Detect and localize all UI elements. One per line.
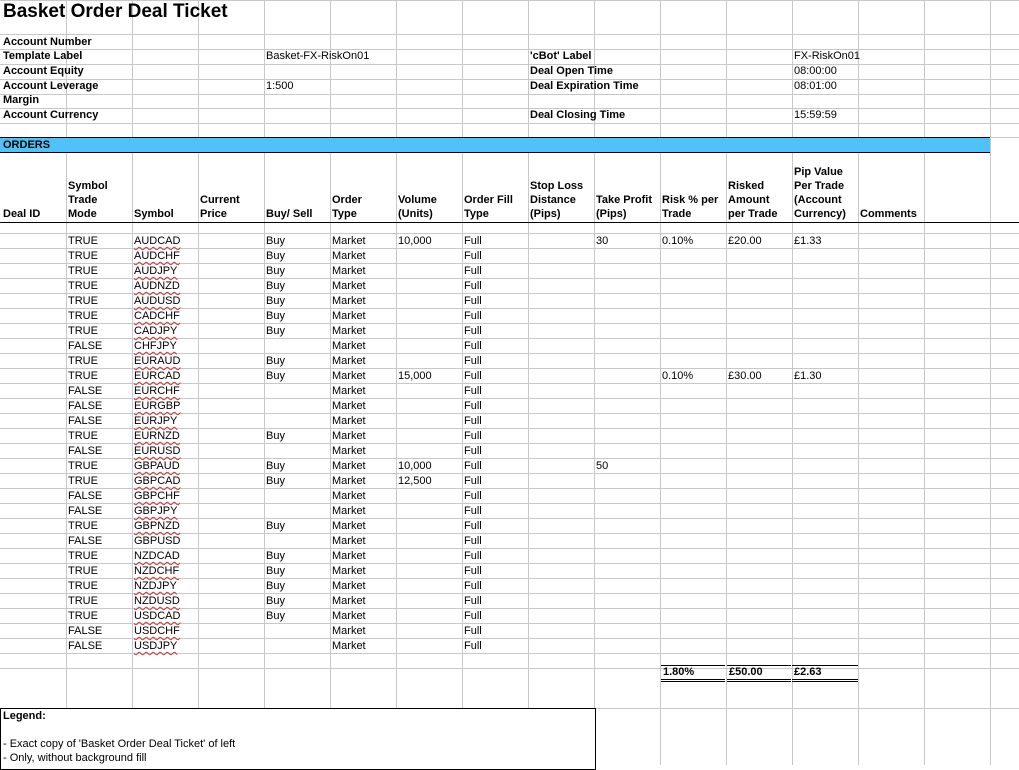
account-label[interactable]: Margin [3, 94, 40, 106]
symbol-cell[interactable]: EURCHF [134, 385, 180, 397]
order-type-cell[interactable]: Market [332, 475, 366, 487]
total-risked-amount[interactable]: £50.00 [727, 665, 791, 682]
row-gridline [0, 473, 1019, 474]
template-label-value[interactable]: Basket-FX-RiskOn01 [266, 50, 370, 62]
trade-mode-cell[interactable]: FALSE [68, 625, 103, 637]
cbot-label-value[interactable]: FX-RiskOn01 [794, 50, 861, 62]
order-type-cell[interactable]: Market [332, 385, 366, 397]
fill-type-cell[interactable]: Full [464, 280, 482, 292]
account-label[interactable]: Account Leverage [3, 80, 99, 92]
symbol-cell[interactable]: USDCHF [134, 625, 180, 637]
column-gridline [396, 0, 397, 765]
row-gridline [0, 638, 1019, 639]
symbol-cell[interactable]: AUDCAD [134, 235, 181, 247]
column-gridline [198, 0, 199, 765]
column-header-volume[interactable]: Volume (Units) [398, 194, 437, 220]
trade-mode-cell[interactable]: FALSE [68, 340, 103, 352]
account-label[interactable]: Account Equity [3, 65, 84, 77]
trade-mode-cell[interactable]: FALSE [68, 445, 103, 457]
fill-type-cell[interactable]: Full [464, 355, 482, 367]
row-gridline [0, 323, 1019, 324]
buy-sell-cell[interactable]: Buy [266, 310, 285, 322]
symbol-cell[interactable]: GBPNZD [134, 520, 180, 532]
row-gridline [0, 668, 1019, 669]
fill-type-cell[interactable]: Full [464, 310, 482, 322]
symbol-cell[interactable]: AUDCHF [134, 250, 180, 262]
trade-mode-cell[interactable]: TRUE [68, 460, 98, 472]
symbol-cell[interactable]: EURJPY [134, 415, 178, 427]
column-gridline [264, 0, 265, 765]
row-gridline [0, 413, 1019, 414]
buy-sell-cell[interactable]: Buy [266, 235, 285, 247]
buy-sell-cell[interactable]: Buy [266, 610, 285, 622]
pip-value-cell[interactable]: £1.30 [794, 370, 822, 382]
column-gridline [528, 0, 529, 765]
volume-cell[interactable]: 12,500 [398, 475, 432, 487]
buy-sell-cell[interactable]: Buy [266, 265, 285, 277]
column-header-order-type[interactable]: Order Type [332, 194, 362, 220]
fill-type-cell[interactable]: Full [464, 460, 482, 472]
symbol-cell[interactable]: CADJPY [134, 325, 178, 337]
column-header-trade-mode[interactable]: Symbol Trade Mode [68, 180, 108, 220]
order-type-cell[interactable]: Market [332, 355, 366, 367]
deal-expiration-time-value[interactable]: 08:01:00 [794, 80, 837, 92]
row-gridline [0, 233, 1019, 234]
row-gridline [0, 79, 1019, 80]
fill-type-cell[interactable]: Full [464, 580, 482, 592]
fill-type-cell[interactable]: Full [464, 295, 482, 307]
account-label[interactable]: Account Currency [3, 109, 99, 121]
column-gridline [792, 0, 793, 765]
take-profit-cell[interactable]: 30 [596, 235, 609, 247]
column-header-current-price[interactable]: Current Price [200, 194, 240, 220]
trade-mode-cell[interactable]: FALSE [68, 400, 103, 412]
trade-mode-cell[interactable]: FALSE [68, 385, 103, 397]
order-type-cell[interactable]: Market [332, 580, 366, 592]
row-gridline [0, 563, 1019, 564]
symbol-cell[interactable]: EURNZD [134, 430, 180, 442]
row-gridline [0, 248, 1019, 249]
deal-label[interactable]: Deal Expiration Time [530, 80, 639, 92]
risk-cell[interactable]: 0.10% [662, 235, 694, 247]
fill-type-cell[interactable]: Full [464, 535, 482, 547]
symbol-cell[interactable]: NZDUSD [134, 595, 180, 607]
order-type-cell[interactable]: Market [332, 460, 366, 472]
trade-mode-cell[interactable]: FALSE [68, 505, 103, 517]
buy-sell-cell[interactable]: Buy [266, 325, 285, 337]
row-gridline [0, 64, 1019, 65]
symbol-cell[interactable]: CHFJPY [134, 340, 177, 352]
trade-mode-cell[interactable]: TRUE [68, 595, 98, 607]
column-gridline [462, 0, 463, 765]
order-type-cell[interactable]: Market [332, 430, 366, 442]
deal-closing-time-value[interactable]: 15:59:59 [794, 109, 837, 121]
column-gridline [330, 0, 331, 765]
fill-type-cell[interactable]: Full [464, 265, 482, 277]
column-gridline [858, 0, 859, 765]
column-gridline [660, 0, 661, 765]
buy-sell-cell[interactable]: Buy [266, 565, 285, 577]
trade-mode-cell[interactable]: TRUE [68, 325, 98, 337]
trade-mode-cell[interactable]: TRUE [68, 430, 98, 442]
row-gridline [0, 353, 1019, 354]
row-gridline [0, 443, 1019, 444]
symbol-cell[interactable]: USDCAD [134, 610, 181, 622]
total-risk[interactable]: 1.80% [661, 665, 725, 682]
order-type-cell[interactable]: Market [332, 610, 366, 622]
order-type-cell[interactable]: Market [332, 520, 366, 532]
volume-cell[interactable]: 10,000 [398, 460, 432, 472]
symbol-cell[interactable]: AUDNZD [134, 280, 180, 292]
deal-label[interactable]: 'cBot' Label [530, 50, 592, 62]
buy-sell-cell[interactable]: Buy [266, 355, 285, 367]
total-pip-value[interactable]: £2.63 [792, 665, 858, 682]
buy-sell-cell[interactable]: Buy [266, 580, 285, 592]
take-profit-cell[interactable]: 50 [596, 460, 609, 472]
order-type-cell[interactable]: Market [332, 265, 366, 277]
order-type-cell[interactable]: Market [332, 505, 366, 517]
trade-mode-cell[interactable]: TRUE [68, 580, 98, 592]
header-border [0, 222, 1019, 223]
column-header-risk-pct[interactable]: Risk % per Trade [662, 194, 719, 220]
order-type-cell[interactable]: Market [332, 625, 366, 637]
column-gridline [132, 0, 133, 765]
trade-mode-cell[interactable]: TRUE [68, 295, 98, 307]
row-gridline [0, 428, 1019, 429]
column-header-take-profit[interactable]: Take Profit (Pips) [596, 194, 653, 220]
row-gridline [0, 398, 1019, 399]
order-type-cell[interactable]: Market [332, 565, 366, 577]
fill-type-cell[interactable]: Full [464, 490, 482, 502]
trade-mode-cell[interactable]: TRUE [68, 265, 98, 277]
symbol-cell[interactable]: USDJPY [134, 640, 178, 652]
symbol-cell[interactable]: NZDCAD [134, 550, 180, 562]
buy-sell-cell[interactable]: Buy [266, 475, 285, 487]
column-gridline [990, 0, 991, 765]
column-header-risked-amount[interactable]: Risked Amount per Trade [728, 180, 778, 220]
account-label[interactable]: Template Label [3, 50, 83, 62]
row-gridline [0, 49, 1019, 50]
trade-mode-cell[interactable]: TRUE [68, 610, 98, 622]
fill-type-cell[interactable]: Full [464, 430, 482, 442]
symbol-cell[interactable]: GBPAUD [134, 460, 180, 472]
trade-mode-cell[interactable]: TRUE [68, 280, 98, 292]
trade-mode-cell[interactable]: TRUE [68, 475, 98, 487]
trade-mode-cell[interactable]: TRUE [68, 355, 98, 367]
row-gridline [0, 263, 1019, 264]
column-header-comments[interactable]: Comments [860, 208, 917, 220]
fill-type-cell[interactable]: Full [464, 505, 482, 517]
trade-mode-cell[interactable]: FALSE [68, 415, 103, 427]
deal-label[interactable]: Deal Closing Time [530, 109, 626, 121]
buy-sell-cell[interactable]: Buy [266, 370, 285, 382]
pip-value-cell[interactable]: £1.33 [794, 235, 822, 247]
fill-type-cell[interactable]: Full [464, 610, 482, 622]
buy-sell-cell[interactable]: Buy [266, 295, 285, 307]
fill-type-cell[interactable]: Full [464, 445, 482, 457]
fill-type-cell[interactable]: Full [464, 625, 482, 637]
buy-sell-cell[interactable]: Buy [266, 520, 285, 532]
column-header-deal-id[interactable]: Deal ID [3, 208, 41, 220]
symbol-cell[interactable]: GBPCAD [134, 475, 181, 487]
order-type-cell[interactable]: Market [332, 640, 366, 652]
order-type-cell[interactable]: Market [332, 535, 366, 547]
order-type-cell[interactable]: Market [332, 370, 366, 382]
trade-mode-cell[interactable]: TRUE [68, 550, 98, 562]
column-header-fill-type[interactable]: Order Fill Type [464, 194, 513, 220]
fill-type-cell[interactable]: Full [464, 340, 482, 352]
risked-amount-cell[interactable]: £30.00 [728, 370, 762, 382]
row-gridline [0, 123, 1019, 124]
order-type-cell[interactable]: Market [332, 415, 366, 427]
volume-cell[interactable]: 15,000 [398, 370, 432, 382]
trade-mode-cell[interactable]: TRUE [68, 310, 98, 322]
column-header-pip-value[interactable]: Pip Value Per Trade (Account Currency) [794, 166, 846, 220]
row-gridline [0, 338, 1019, 339]
row-gridline [0, 623, 1019, 624]
trade-mode-cell[interactable]: TRUE [68, 370, 98, 382]
risk-cell[interactable]: 0.10% [662, 370, 694, 382]
row-gridline [0, 34, 1019, 35]
row-gridline [0, 488, 1019, 489]
row-gridline [0, 503, 1019, 504]
order-type-cell[interactable]: Market [332, 310, 366, 322]
symbol-cell[interactable]: EURGBP [134, 400, 181, 412]
trade-mode-cell[interactable]: TRUE [68, 520, 98, 532]
column-gridline [924, 0, 925, 765]
row-gridline [0, 548, 1019, 549]
fill-type-cell[interactable]: Full [464, 565, 482, 577]
symbol-cell[interactable]: NZDCHF [134, 565, 180, 577]
row-gridline [0, 533, 1019, 534]
fill-type-cell[interactable]: Full [464, 385, 482, 397]
buy-sell-cell[interactable]: Buy [266, 550, 285, 562]
buy-sell-cell[interactable]: Buy [266, 430, 285, 442]
row-gridline [0, 108, 1019, 109]
legend-title: Legend: [3, 710, 46, 722]
row-gridline [0, 293, 1019, 294]
volume-cell[interactable]: 10,000 [398, 235, 432, 247]
orders-label: ORDERS [3, 139, 51, 151]
order-type-cell[interactable]: Market [332, 325, 366, 337]
row-gridline [0, 653, 1019, 654]
order-type-cell[interactable]: Market [332, 550, 366, 562]
row-gridline [0, 94, 1019, 95]
symbol-cell[interactable]: AUDJPY [134, 265, 178, 277]
row-gridline [0, 608, 1019, 609]
buy-sell-cell[interactable]: Buy [266, 595, 285, 607]
order-type-cell[interactable]: Market [332, 490, 366, 502]
symbol-cell[interactable]: NZDJPY [134, 580, 177, 592]
column-header-stop-loss[interactable]: Stop Loss Distance (Pips) [530, 180, 584, 220]
fill-type-cell[interactable]: Full [464, 640, 482, 652]
deal-label[interactable]: Deal Open Time [530, 65, 613, 77]
row-gridline [0, 308, 1019, 309]
trade-mode-cell[interactable]: TRUE [68, 250, 98, 262]
buy-sell-cell[interactable]: Buy [266, 280, 285, 292]
symbol-cell[interactable]: EURUSD [134, 445, 181, 457]
fill-type-cell[interactable]: Full [464, 475, 482, 487]
legend-line-2: - Only, without background fill [3, 752, 147, 764]
column-header-symbol[interactable]: Symbol [134, 208, 174, 220]
sheet-title[interactable]: Basket Order Deal Ticket [3, 1, 228, 22]
order-type-cell[interactable]: Market [332, 340, 366, 352]
order-type-cell[interactable]: Market [332, 250, 366, 262]
symbol-cell[interactable]: EURCAD [134, 370, 181, 382]
orders-section-bar[interactable] [0, 137, 990, 153]
order-type-cell[interactable]: Market [332, 595, 366, 607]
column-header-buy-sell[interactable]: Buy/ Sell [266, 208, 313, 220]
order-type-cell[interactable]: Market [332, 235, 366, 247]
fill-type-cell[interactable]: Full [464, 235, 482, 247]
symbol-cell[interactable]: GBPCHF [134, 490, 180, 502]
leverage-value[interactable]: 1:500 [266, 80, 294, 92]
fill-type-cell[interactable]: Full [464, 325, 482, 337]
symbol-cell[interactable]: GBPUSD [134, 535, 181, 547]
symbol-cell[interactable]: EURAUD [134, 355, 181, 367]
legend-line-1: - Exact copy of 'Basket Order Deal Ticket' of left [3, 738, 236, 750]
row-gridline [0, 578, 1019, 579]
row-gridline [0, 278, 1019, 279]
trade-mode-cell[interactable]: TRUE [68, 235, 98, 247]
buy-sell-cell[interactable]: Buy [266, 250, 285, 262]
deal-open-time-value[interactable]: 08:00:00 [794, 65, 837, 77]
buy-sell-cell[interactable]: Buy [266, 460, 285, 472]
row-gridline [0, 518, 1019, 519]
order-type-cell[interactable]: Market [332, 400, 366, 412]
trade-mode-cell[interactable]: FALSE [68, 640, 103, 652]
fill-type-cell[interactable]: Full [464, 370, 482, 382]
fill-type-cell[interactable]: Full [464, 400, 482, 412]
trade-mode-cell[interactable]: FALSE [68, 490, 103, 502]
symbol-cell[interactable]: GBPJPY [134, 505, 178, 517]
fill-type-cell[interactable]: Full [464, 520, 482, 532]
fill-type-cell[interactable]: Full [464, 415, 482, 427]
order-type-cell[interactable]: Market [332, 280, 366, 292]
account-label[interactable]: Account Number [3, 36, 92, 48]
risked-amount-cell[interactable]: £20.00 [728, 235, 762, 247]
order-type-cell[interactable]: Market [332, 295, 366, 307]
row-gridline [0, 368, 1019, 369]
symbol-cell[interactable]: CADCHF [134, 310, 180, 322]
fill-type-cell[interactable]: Full [464, 250, 482, 262]
column-gridline [726, 0, 727, 765]
row-gridline [0, 383, 1019, 384]
symbol-cell[interactable]: AUDUSD [134, 295, 181, 307]
fill-type-cell[interactable]: Full [464, 550, 482, 562]
row-gridline [0, 458, 1019, 459]
fill-type-cell[interactable]: Full [464, 595, 482, 607]
trade-mode-cell[interactable]: FALSE [68, 535, 103, 547]
legend-box[interactable] [0, 708, 596, 770]
trade-mode-cell[interactable]: TRUE [68, 565, 98, 577]
order-type-cell[interactable]: Market [332, 445, 366, 457]
row-gridline [0, 593, 1019, 594]
